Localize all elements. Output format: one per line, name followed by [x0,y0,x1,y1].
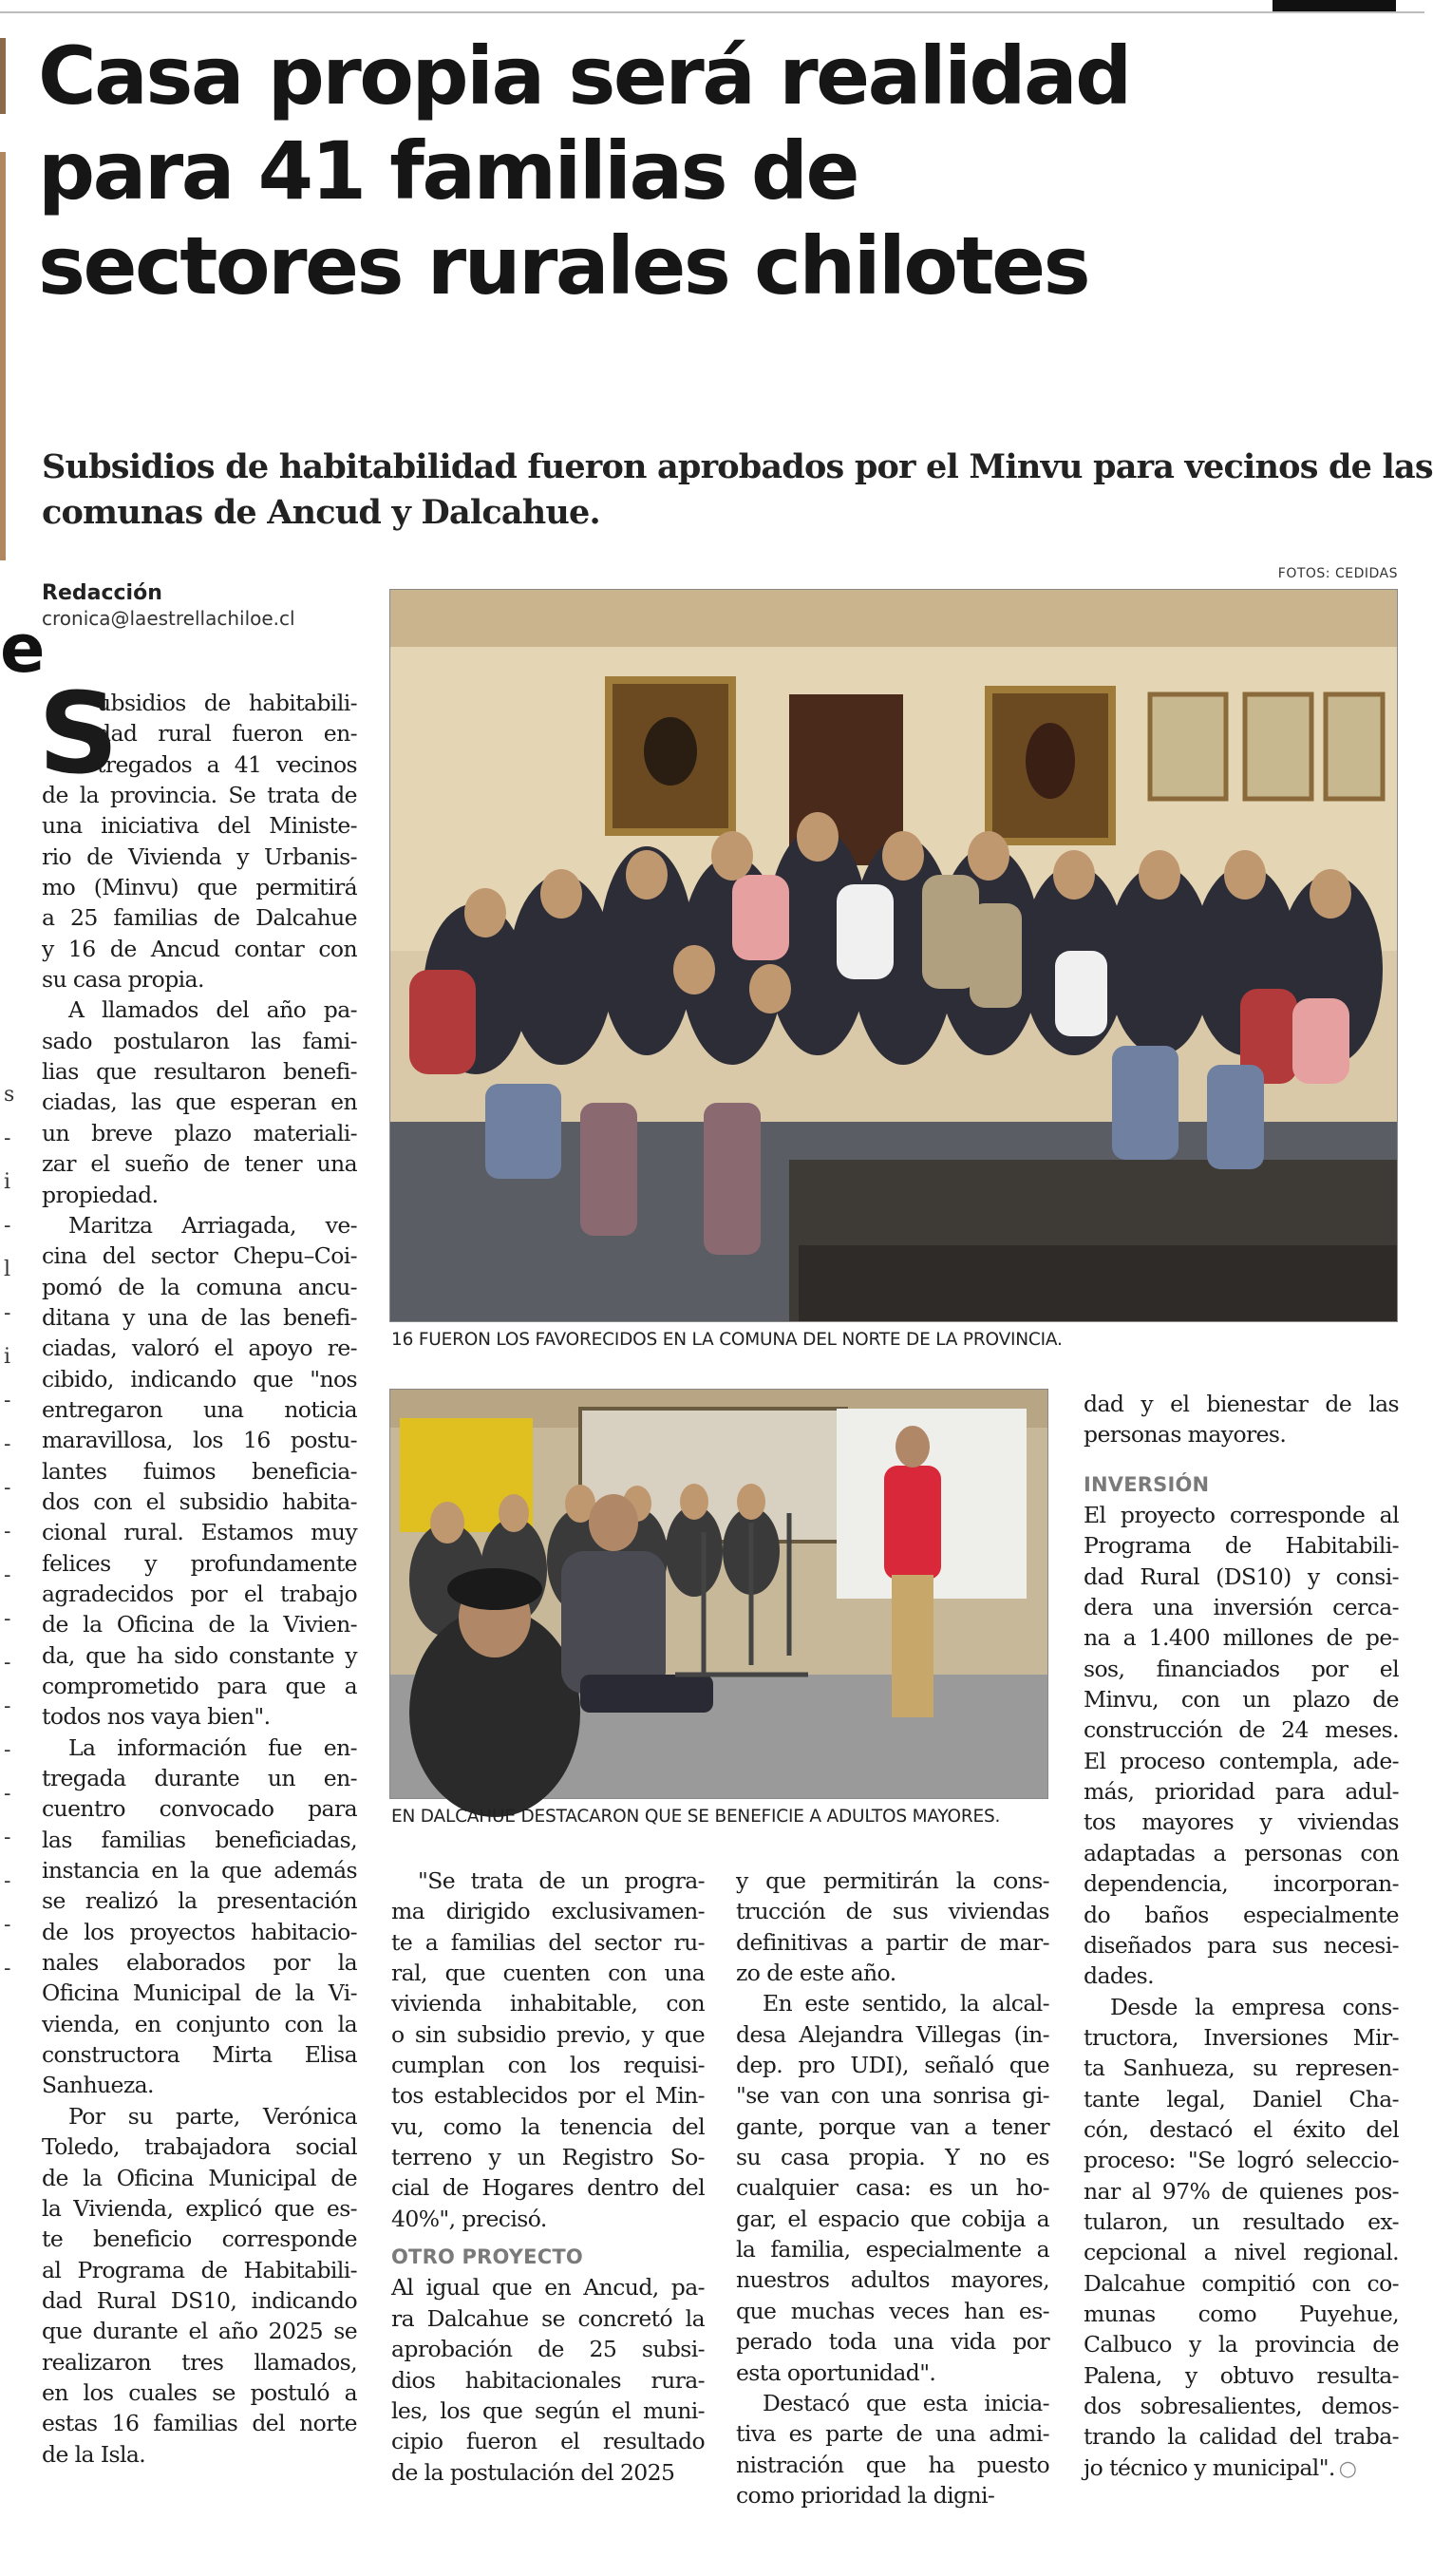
prev-page-fragment: e [0,610,46,688]
article-line: vivienda inhabitable, con [391,1990,705,2017]
article-line: proceso: "Se logró seleccio- [1084,2147,1399,2174]
article-line: de la provincia. Se trata de [42,782,357,809]
prev-page-letter: - [4,1214,11,1238]
article-line: a 25 familias de Dalcahue [42,904,357,932]
caption-main-photo: 16 FUERON LOS FAVORECIDOS EN LA COMUNA DEL NORTE DE LA PROVINCIA. [391,1330,1063,1350]
article-line: definitivas a partir de mar- [736,1928,1049,1956]
article-line: vu, como la tenencia del [391,2112,705,2140]
byline-email: cronica@laestrellachiloe.cl [42,607,295,630]
article-line: Minvu, con un plazo de [1084,1686,1399,1714]
article-line: adaptadas a personas con [1084,1839,1399,1866]
article-line: constructora Mirta Elisa [42,2041,357,2069]
article-line: tos mayores y viviendas [1084,1809,1399,1836]
article-column-2 [391,1866,705,2488]
headline-line: sectores rurales chilotes [38,219,1089,313]
article-line: les, los que según el muni- [391,2396,705,2424]
article-line: tos establecidos por el Min- [391,2082,705,2110]
prev-page-letter: - [4,1826,11,1849]
prev-page-letter: - [4,1607,11,1631]
article-line: una iniciativa del Ministe- [42,812,357,840]
article-line: La información fue en- [68,1733,357,1761]
article-line: dad Rural DS10, indicando [42,2286,357,2314]
article-line: dos con el subsidio habita- [42,1487,357,1515]
article-line: de la postulación del 2025 [391,2458,675,2486]
article-line: y que permitirán la cons- [736,1867,1049,1894]
article-line: diseñados para sus necesi- [1084,1931,1399,1959]
article-line: dad y el bienestar de las [1084,1391,1399,1417]
prev-page-letter: - [4,1913,11,1937]
article-line: tante legal, Daniel Cha- [1084,2085,1399,2112]
article-line: tiva es parte de una admi- [736,2420,1049,2448]
article-line: lantes fuimos beneficia- [42,1457,357,1485]
article-line: cumplan con los requisi- [391,2052,705,2079]
group-photo-illustration [390,590,1397,1321]
article-line: rio de Vivienda y Urbanis- [42,843,357,870]
article-line: Palena, y obtuvo resulta- [1084,2361,1399,2389]
article-line: todos nos vaya bien". [42,1703,271,1731]
article-line: na a 1.400 millones de pe- [1084,1624,1399,1652]
group-photo-ancud [389,589,1398,1322]
article-line: cepcional a nivel regional. [1084,2239,1399,2266]
article-line: de los proyectos habitacio- [42,1918,357,1945]
section-heading-otro-proyecto: OTRO PROYECTO [391,2245,583,2269]
top-rule [0,11,1424,13]
article-line: en los cuales se postuló a [42,2378,357,2406]
article-line: realizaron tres llamados, [42,2348,357,2376]
article-line: cipio fueron el resultado [391,2428,705,2455]
article-line: ditana y una de las benefi- [42,1303,357,1331]
article-line: un breve plazo materiali- [42,1119,357,1146]
article-line: ta Sanhueza, su represen- [1084,2055,1399,2082]
article-line: personas mayores. [1084,1421,1287,1449]
subheadline-line: Subsidios de habitabilidad fueron aprobados por el Minvu para vecinos de las [42,447,1433,486]
byline-author: Redacción [42,581,162,605]
prev-page-letter: - [4,1869,11,1893]
article-line: al Programa de Habitabili- [42,2256,357,2283]
article-column-4 [1084,1389,1399,2485]
article-line: tructora, Inversiones Mir- [1084,2023,1399,2051]
article-line: ciadas, valoró el apoyo re- [42,1335,357,1362]
article-line: ma dirigido exclusivamen- [391,1898,705,1925]
article-line: perado toda una vida por [736,2328,1049,2356]
prev-page-letter: - [4,1301,11,1325]
article-line: construcción de 24 meses. [1084,1716,1399,1744]
article-line: El proceso contempla, ade- [1084,1747,1399,1774]
headline [38,28,1405,313]
article-line: te a familias del sector ru- [391,1928,705,1956]
article-line: "se van con una sonrisa gi- [736,2082,1049,2110]
article-line: esta oportunidad". [736,2358,936,2386]
article-line: dad Rural (DS10) y consi- [1084,1563,1399,1590]
article-line: nales elaborados por la [42,1949,357,1977]
article-line: En este sentido, la alcal- [763,1990,1049,2017]
article-line: maravillosa, los 16 postu- [42,1427,357,1454]
article-line: cuentro convocado para [42,1795,357,1823]
article-line: nistración que ha puesto [736,2451,1049,2478]
prev-page-letter: - [4,1127,11,1150]
article-line: Oficina Municipal de la Vi- [42,1979,357,2007]
article-line: jo técnico y municipal". ○ [1084,2453,1357,2481]
article-line: aprobación de 25 subsi- [391,2336,705,2363]
prev-page-letter: - [4,1520,11,1544]
photo-credit: FOTOS: CEDIDAS [1277,566,1398,581]
article-line: instancia en la que además [42,1857,357,1885]
article-line: dad rural fueron en- [97,720,357,748]
article-line: su casa propia. Y no es [736,2144,1049,2171]
prev-page-letter: i [4,1170,11,1194]
article-line: te beneficio corresponde [42,2226,357,2253]
article-line: "Se trata de un progra- [418,1867,705,1894]
article-line: zo de este año. [736,1960,896,1987]
article-line: cina del sector Chepu–Coi- [42,1242,357,1270]
article-line: Dalcahue compitió con co- [1084,2269,1399,2297]
prev-page-letter: - [4,1432,11,1456]
article-line: mo (Minvu) que permitirá [42,874,357,901]
article-line: ubsidios de habitabili- [97,690,357,716]
article-line: nar al 97% de quienes pos- [1084,2177,1399,2205]
prev-page-letter: - [4,1389,11,1412]
article-line: El proyecto corresponde al [1084,1502,1399,1529]
subheadline-line: comunas de Ancud y Dalcahue. [42,493,600,532]
article-line: agradecidos por el trabajo [42,1580,357,1607]
article-line: Por su parte, Verónica [68,2102,357,2130]
article-line: se realizó la presentación [42,1887,357,1915]
article-line: cualquier casa: es un ho- [736,2174,1049,2202]
article-line: cón, destacó el éxito del [1084,2115,1399,2143]
article-line: cibido, indicando que "nos [42,1365,357,1392]
headline-line: para 41 familias de [38,124,858,218]
article-line: tularon, un resultado ex- [1084,2207,1399,2235]
article-line: Desde la empresa cons- [1110,1993,1399,2020]
article-line: zar el sueño de tener una [42,1150,357,1178]
prev-page-letter: - [4,1782,11,1806]
article-line: trando la calidad del traba- [1084,2423,1399,2451]
prev-page-edge-photo [0,152,6,560]
article-line: de la Isla. [42,2440,146,2468]
article-line: gar, el espacio que cobija a [736,2205,1049,2232]
prev-page-letter: i [4,1345,11,1369]
prev-page-letters [4,1073,13,1991]
article-line: tregados a 41 vecinos [97,750,357,778]
article-line: Sanhueza. [42,2072,154,2099]
article-line: Maritza Arriagada, ve- [68,1211,357,1239]
article-line: 40%", precisó. [391,2205,547,2232]
prev-page-letter: - [4,1738,11,1762]
article-line: entregaron una noticia [42,1395,357,1423]
seated-photo-dalcahue [389,1389,1048,1799]
article-line: dios habitacionales rura- [391,2366,705,2394]
article-line: Al igual que en Ancud, pa- [391,2274,705,2301]
article-line: dera una inversión cerca- [1084,1594,1399,1621]
article-line: vienda, en conjunto con la [42,2010,357,2037]
article-line: Toledo, trabajadora social [42,2133,357,2161]
article-line: Destacó que esta inicia- [763,2389,1049,2416]
article-line: su casa propia. [42,966,204,994]
end-mark-icon: ○ [1338,2456,1357,2481]
prev-page-letter: s [4,1083,15,1107]
article-line: sado postularon las fami- [42,1027,357,1054]
article-line: que durante el año 2025 se [42,2318,357,2345]
article-line: cional rural. Estamos muy [42,1519,357,1546]
article-line: y 16 de Ancud contar con [42,935,357,962]
prev-page-letter: - [4,1651,11,1675]
prev-page-letter: - [4,1957,11,1980]
article-line: comprometido para que a [42,1673,357,1699]
article-line: nuestros adultos mayores, [736,2266,1049,2294]
article-line: felices y profundamente [42,1549,357,1577]
article-line: gante, porque van a tener [736,2112,1049,2140]
article-line: ral, que cuenten con una [391,1960,705,1987]
article-line: desa Alejandra Villegas (in- [736,2020,1049,2048]
article-line: las familias beneficiadas, [42,1826,357,1853]
article-line: dades. [1084,1962,1154,1990]
article-line: la Vivienda, explicó que es- [42,2194,357,2222]
article-column-1 [42,688,357,2470]
article-line: A llamados del año pa- [68,996,357,1024]
article-line: ra Dalcahue se concretó la [391,2304,705,2332]
article-line: Programa de Habitabili- [1084,1532,1399,1560]
article-line: terreno y un Registro So- [391,2144,705,2171]
top-corner-block [1273,0,1396,11]
headline-line: Casa propia será realidad [38,29,1130,123]
article-line: como prioridad la digni- [736,2481,995,2509]
section-heading-inversion: INVERSIÓN [1084,1472,1210,1496]
article-line: de la Oficina Municipal de [42,2164,357,2191]
prev-page-letter: - [4,1476,11,1500]
article-line: trucción de sus viviendas [736,1898,1049,1925]
article-line: da, que ha sido constante y [42,1641,357,1669]
caption-small-photo: EN DALCAHUE DESTACARON QUE SE BENEFICIE A ADULTOS MAYORES. [391,1807,1001,1827]
article-line: dos sobresalientes, demos- [1084,2393,1399,2419]
article-line: ciadas, las que esperan en [42,1089,357,1116]
article-line: lias que resultaron benefi- [42,1058,357,1086]
article-line: tregada durante un en- [42,1765,357,1792]
article-line: dependencia, incorporan- [1084,1870,1399,1898]
prev-page-edge [0,38,6,114]
article-line: estas 16 familias del norte [42,2410,357,2437]
article-line: do baños especialmente [1084,1901,1399,1928]
article-line: que muchas veces han es- [736,2297,1049,2324]
article-line: dep. pro UDI), señaló que [736,2052,1049,2079]
dropcap: S [38,668,119,799]
article-line: Calbuco y la provincia de [1084,2331,1399,2358]
article-line: munas como Puyehue, [1084,2300,1399,2327]
article-line: cial de Hogares dentro del [391,2174,705,2202]
article-line: pomó de la comuna ancu- [42,1273,357,1300]
byline [42,581,295,630]
prev-page-letter: l [4,1258,11,1281]
article-line: de la Oficina de la Vivien- [42,1611,357,1638]
article-line: la familia, especialmente a [736,2236,1049,2263]
article-line: propiedad. [42,1181,159,1208]
article-line: sos, financiados por el [1084,1655,1399,1682]
seated-photo-illustration [390,1390,1047,1798]
prev-page-letter: - [4,1695,11,1718]
prev-page-letter: - [4,1563,11,1587]
article-column-3 [736,1866,1049,2510]
article-line: o sin subsidio previo, y que [391,2020,705,2048]
subheadline [42,445,1433,536]
article-line: más, prioridad para adul- [1084,1778,1399,1806]
